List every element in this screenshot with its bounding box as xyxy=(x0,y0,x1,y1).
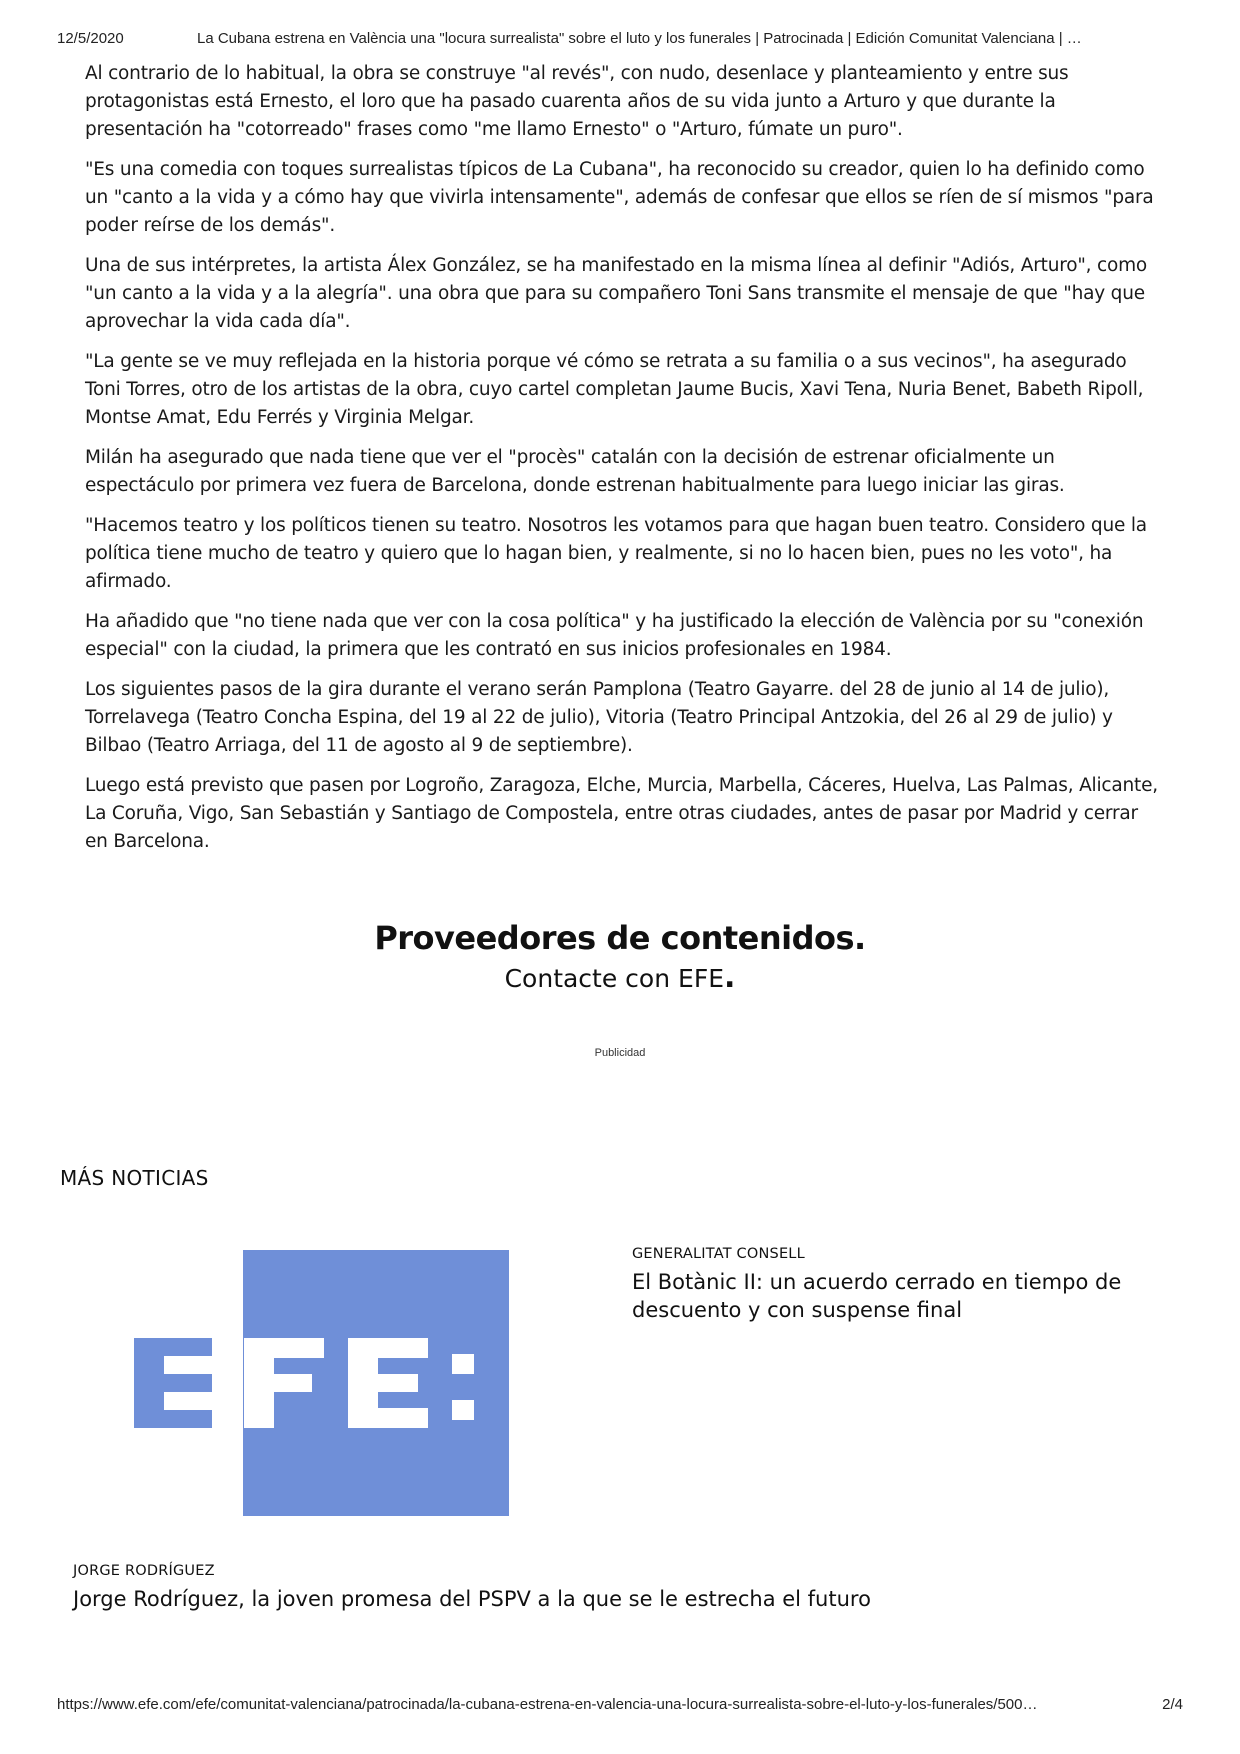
efe-logo-letter-e-left xyxy=(134,1338,212,1428)
advertising-label: Publicidad xyxy=(594,1047,646,1059)
efe-logo-icon xyxy=(134,1250,554,1516)
article-paragraph: Luego está previsto que pasen por Logroño, Zaragoza, Elche, Murcia, Marbella, Cáceres, Huelva, Las Palmas, Alicante, La Coruña, Vigo, San Sebastián y Santiago de Compostela, entre otras ciudades, antes de pasar por Madrid y cerrar en Barcelona. xyxy=(85,775,1158,852)
article-paragraph: Ha añadido que "no tiene nada que ver con la cosa política" y ha justificado la elección de València por su "conexión especial" con la ciudad, la primera que les contrató en sus inicios profesionales en 1984. xyxy=(85,611,1144,660)
efe-logo-colon xyxy=(452,1354,474,1420)
print-page-number: 2/4 xyxy=(1162,1696,1183,1713)
news-item[interactable] xyxy=(73,1563,1073,1613)
print-date: 12/5/2020 xyxy=(57,30,124,47)
article-paragraph: Al contrario de lo habitual, la obra se construye "al revés", con nudo, desenlace y planteamiento y entre sus protagonistas está Ernesto, el loro que ha pasado cuarenta años de su vida junto a Arturo y que durante la presentación ha "cotorreado" frases como "me llamo Ernesto" o "Arturo, fúmate un puro". xyxy=(85,63,1069,140)
news-headline-link[interactable]: Jorge Rodríguez, la joven promesa del PSPV a la que se le estrecha el futuro xyxy=(73,1587,871,1611)
news-headline-link[interactable]: El Botànic II: un acuerdo cerrado en tiempo de descuento y con suspense final xyxy=(632,1270,1122,1322)
efe-logo-image[interactable] xyxy=(243,1250,509,1516)
content-providers-heading[interactable]: Proveedores de contenidos. xyxy=(374,919,866,957)
print-footer xyxy=(57,1696,1183,1718)
contact-efe-text: Contacte con EFE xyxy=(504,964,724,993)
print-header xyxy=(57,30,1183,52)
content-providers-promo[interactable] xyxy=(0,918,1240,997)
efe-logo-letter-e-right xyxy=(348,1338,428,1428)
print-page-title: La Cubana estrena en València una "locura surrealista" sobre el luto y los funerales | Patrocinada | Edición Comunitat Valenciana | … xyxy=(197,30,1082,47)
article-body xyxy=(85,60,1165,868)
article-paragraph: Los siguientes pasos de la gira durante el verano serán Pamplona (Teatro Gayarre. del 28 de junio al 14 de julio), Torrelavega (Teatro Concha Espina, del 19 al 22 de julio), Vitoria (Teatro Principal Antzokia, del 26 al 29 de julio) y Bilbao (Teatro Arriaga, del 11 de agosto al 9 de septiembre). xyxy=(85,679,1113,756)
print-url: https://www.efe.com/efe/comunitat-valenciana/patrocinada/la-cubana-estrena-en-valencia-una-locura-surrealista-sobre-el-luto-y-los-funerales/500… xyxy=(57,1696,1038,1713)
efe-logo-letter-f xyxy=(244,1338,324,1428)
contact-efe-dot: . xyxy=(724,960,736,995)
article-paragraph: Milán ha asegurado que nada tiene que ver el "procès" catalán con la decisión de estrenar oficialmente un espectáculo por primera vez fuera de Barcelona, donde estrenan habitualmente para luego iniciar las giras. xyxy=(85,447,1065,496)
news-category[interactable]: JORGE RODRÍGUEZ xyxy=(73,1563,215,1579)
contact-efe-link[interactable] xyxy=(0,960,1240,997)
news-category[interactable]: GENERALITAT CONSELL xyxy=(632,1246,805,1262)
article-paragraph: "Hacemos teatro y los políticos tienen su teatro. Nosotros les votamos para que hagan buen teatro. Considero que la política tiene mucho de teatro y quiero que lo hagan bien, y realmente, si no lo hacen bien, pues no les voto", ha afirmado. xyxy=(85,515,1147,592)
article-paragraph: "La gente se ve muy reflejada en la historia porque vé cómo se retrata a su familia o a sus vecinos", ha asegurado Toni Torres, otro de los artistas de la obra, cuyo cartel completan Jaume Bucis, Xavi Tena, Nuria Benet, Babeth Ripoll, Montse Amat, Edu Ferrés y Virginia Melgar. xyxy=(85,351,1144,428)
more-news-title: MÁS NOTICIAS xyxy=(60,1166,209,1190)
news-item[interactable] xyxy=(632,1246,1152,1324)
article-paragraph: Una de sus intérpretes, la artista Álex González, se ha manifestado en la misma línea al definir "Adiós, Arturo", como "un canto a la vida y a la alegría". una obra que para su compañero Toni Sans transmite el mensaje de que "hay que aprovechar la vida cada día". xyxy=(85,255,1148,332)
article-paragraph: "Es una comedia con toques surrealistas típicos de La Cubana", ha reconocido su creador, quien lo ha definido como un "canto a la vida y a cómo hay que vivirla intensamente", además de confesar que ellos se ríen de sí mismos "para poder reírse de los demás". xyxy=(85,159,1154,236)
